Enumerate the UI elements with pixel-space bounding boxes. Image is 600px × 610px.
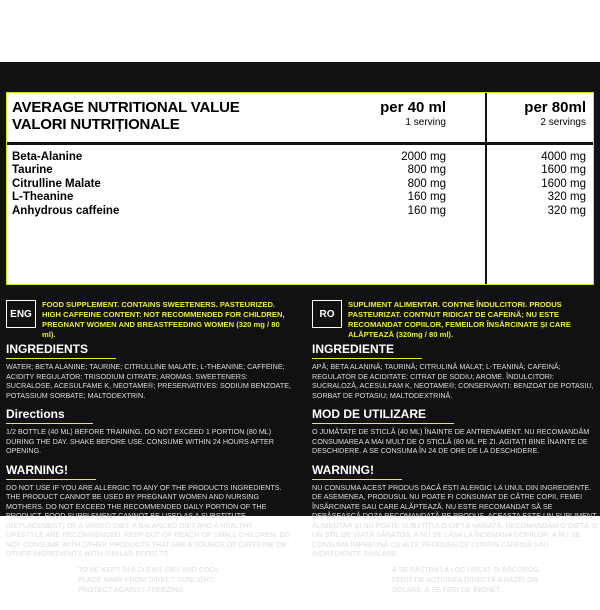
nutrient-value-two-servings: 320 mg [547,204,586,217]
storage-heading: CONDIȚII DE DEPOZITARE [312,564,389,609]
storage-conditions [312,564,598,609]
romanian-section [312,300,598,609]
directions-heading: MOD DE UTILIZARE [312,407,454,424]
nutrient-value-two-servings: 320 mg [547,191,586,204]
nutrient-name: Anhydrous caffeine [12,204,120,217]
language-badge-ro: RO [312,300,342,328]
nutrient-value-two-servings: 1600 mg [541,177,586,190]
nutrient-value-two-servings: 1600 mg [541,164,586,177]
nutrient-value-serving: 160 mg [407,204,446,217]
nutrient-name: Taurine [12,164,53,177]
nutrient-name: Citrulline Malate [12,177,101,190]
warning-text: DO NOT USE IF YOU ARE ALLERGIC TO ANY OF THE PRODUCTS INGREDIENTS. THE PRODUCT CANNOT BE USED BY PREGNANT WOMEN AND NURSING MOTHERS. DO NOT EXCEED THE RECOMMENDED DAILY PORTION OF THE PRODUCT. FOOD SUPPLEMENT CANNOT BE USED AS A SUBSTITUTE (REPLACEMENT) OF A VARIED DIET. A BALANCED DIET AND A HEALTHY LIFESTYLE ARE RECOMMENDED. KEEP OUT OF REACH OF SMALL CHILDREN. DO NOT CONSUME WITH OTHER PRODUCTS THAT ARE A SOURCE OF CAFFEINE OR OTHER INGREDIENTS WITH SIMILAR EFFECTS. [6,482,291,558]
table-row [7,205,593,218]
nutrient-name: Beta-Alanine [12,151,83,163]
english-intro [6,300,292,340]
warning-heading: WARNING! [312,463,402,480]
storage-heading: STORAGE CONDITIONS [6,564,82,594]
ingredients-heading: INGREDIENTE [312,342,422,359]
nutrient-value-serving: 800 mg [407,177,446,190]
nutrient-value-serving: 800 mg [407,164,446,177]
english-intro-text: FOOD SUPPLEMENT. CONTAINS SWEETENERS. PASTEURIZED. HIGH CAFFEINE CONTENT: NOT RECOMMENDED FOR CHILDREN, PREGNANT WOMEN AND BREASTFEEDING WOMEN (320 mg / 80 ml). [42,300,285,339]
directions-heading: Directions [6,407,93,424]
romanian-intro-text: SUPLIMENT ALIMENTAR. CONTNE ÎNDULCITORI. PRODUS PASTEURIZAT. CONTNUT RIDICAT DE CAFEINĂ; NU ESTE RECOMANDAT COPIILOR, FEMEILOR ÎNSĂRCINATE ȘI CARE ALĂPTEAZĂ (320mg / 80 ml). [348,300,571,339]
directions-text: 1/2 BOTTLE (40 ML) BEFORE TRAINING. DO NOT EXCEED 1 PORTION (80 ML) DURING THE DAY. SHAKE BEFORE USE. CONSUME WITHIN 24 HOURS AFTER OPENING. [6,427,274,455]
table-row [7,151,593,164]
nutrition-title [12,99,240,133]
nutrient-name: L-Theanine [12,191,74,204]
directions-text: O JUMĂTATE DE STICLĂ (40 ML) ÎNAINTE DE ANTRENAMENT. NU RECOMANDĂM CONSUMAREA A MAI MULT DE O STICLĂ (80 ML PE ZI. AGITAȚI BINE ÎNAINTE DE DESCHIDERE. A SE CONSUMA ÎN 24 DE ORE DE LA DESCHIDERE. [312,427,590,455]
storage-conditions [6,565,292,605]
table-row [7,191,593,204]
storage-text: TO BE KEPT IN A CLEAN, DRY AND COOL PLACE AWAY FROM DIRECT SUNLIGHT. PROTECT AGAINST FREEZING. [78,564,220,594]
nutrition-rows [7,151,593,218]
product-label [0,62,600,609]
nutrition-table [6,92,594,285]
table-row [7,178,593,191]
english-section [6,300,292,605]
storage-text: A SE PĂSTRA LA LOC USCAT ȘI RĂCOROS, FERIT DE ACȚIUNEA DIRECTĂ A RAZELOR SOLARE. A SE FERI DE ÎNGHEȚ. [392,564,541,594]
nutrient-value-serving: 2000 mg [401,151,446,163]
per-serving-header [380,99,446,129]
per-two-servings-header [524,99,586,129]
per-serving-amount: per 40 ml [380,99,446,116]
nutrition-title-ro: VALORI NUTRIȚIONALE [12,116,180,133]
nutrition-title-en: AVERAGE NUTRITIONAL VALUE [12,99,240,116]
ingredients-text: APĂ; BETA ALANINĂ; TAURINĂ; CITRULINĂ MALAT; L-TEANINĂ; CAFEINĂ; REGULATOR DE ACIDITATE: CITRAT DE SODIU; AROME. ÎNDULCITORI: SUCRALOZĂ, ACESULFAM K, NEOTAME®; CONSERVANȚI: BENZOAT DE POTASIU, SORBAT DE POTASIU; MALTODEXTRINĂ. [312,362,594,400]
per-serving-label: 1 serving [405,117,446,128]
ingredients-heading: INGREDIENTS [6,342,116,359]
nutrient-value-two-servings: 4000 mg [541,151,586,163]
per-two-servings-label: 2 servings [540,117,586,128]
romanian-intro [312,300,598,340]
warning-text: NU CONSUMA ACEST PRODUS DACĂ EȘTI ALERGIC LA UNUL DIN INGREDIENTE. DE ASEMENEA, PRODUSUL NU POATE FI CONSUMAT DE CĂTRE COPII, FEMEI ÎNSĂRCINATE SAU CARE ALĂPTEAZĂ. NU ESTE RECOMANDAT SĂ SE DEPĂȘEASCĂ DOZA RECOMANDATĂ PE PRODUS. ACEASTA ESTE UN SUPLIMENT ALIMENTAR ȘI NU POATE SUBSTITUI O DIETĂ VARIATĂ. RECOMANDĂM O DIETĂ ȘI UN STIL DE VIAȚĂ SĂNĂTOS. A NU SE LĂSA LA ÎNDEMANA COPIILOR. A NU SE CONSUMA ÎMPREUNĂ CU ALTE PRODUSE CE CONTIN CAFEINĂ SAU INGREDIENTE SIMILARE. [312,482,598,558]
language-badge-eng: ENG [6,300,36,328]
nutrition-table-header [7,93,593,145]
table-row [7,164,593,177]
nutrient-value-serving: 160 mg [407,191,446,204]
warning-heading: WARNING! [6,463,96,480]
per-two-servings-amount: per 80ml [524,99,586,116]
ingredients-text: WATER; BETA ALANINE; TAURINE; CITRULLINE MALATE; L-THEANINE; CAFFEINE; ACIDITY REGULATOR: TRISODIUM CITRATE; AROMAS. SWEETENERS: SUCRALOSE, ACESULFAME K, NEOTAME®; PRESERVATIVES: SODIUM BENZOATE, POTASSIUM SORBATE; MALTODEXTRIN. [6,362,291,400]
